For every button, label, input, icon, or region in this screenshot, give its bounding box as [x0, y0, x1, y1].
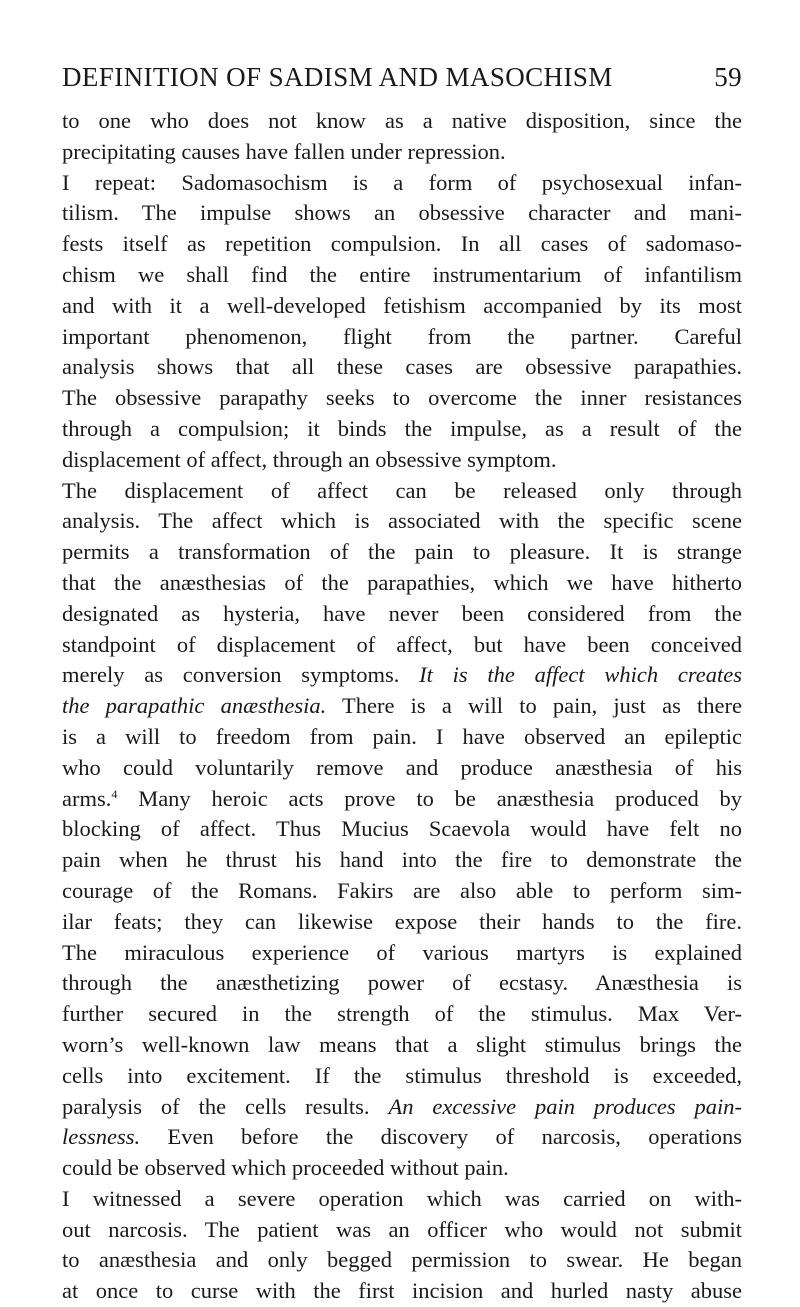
- footnote-marker: 4: [111, 786, 118, 801]
- body-text: [62, 106, 742, 1307]
- chapter-title: DEFINITION OF SADISM AND MASOCHISM: [62, 62, 613, 92]
- text-line: [62, 907, 742, 938]
- line-text: displacement of affect, through an obsessive symptom.: [62, 446, 557, 472]
- text-line: [62, 722, 742, 753]
- text-line: [62, 322, 742, 353]
- line-text: blocking of affect. Thus Mucius Scaevola would have felt no: [62, 816, 742, 842]
- text-line: [62, 753, 742, 784]
- line-text: paralysis of the cells results.: [62, 1093, 370, 1119]
- text-line: [62, 1184, 742, 1215]
- text-line: [62, 476, 742, 507]
- text-line: [62, 814, 742, 845]
- text-line: [62, 630, 742, 661]
- text-line: [62, 291, 742, 322]
- line-text: at once to curse with the first incision and hurled nasty abuse: [62, 1278, 742, 1304]
- line-text: ilar feats; they can likewise expose their hands to the fire.: [62, 908, 742, 934]
- line-text: tilism. The impulse shows an obsessive character and mani-: [62, 200, 742, 226]
- text-line: [62, 260, 742, 291]
- text-line: [62, 198, 742, 229]
- text-line: [62, 445, 742, 476]
- line-text: cells into excitement. If the stimulus threshold is exceeded,: [62, 1062, 742, 1088]
- italic-text: An excessive pain produces pain-: [388, 1093, 743, 1119]
- text-line: [62, 383, 742, 414]
- text-line: [62, 784, 742, 815]
- line-text: courage of the Romans. Fakirs are also able to perform sim-: [62, 877, 742, 903]
- line-text: who could voluntarily remove and produce anæsthesia of his: [62, 754, 742, 780]
- line-text: fests itself as repetition compulsion. In all cases of sadomaso-: [62, 231, 742, 257]
- text-line: [62, 968, 742, 999]
- line-text: pain when he thrust his hand into the fire to demonstrate the: [62, 847, 742, 873]
- line-text: I witnessed a severe operation which was carried on with-: [62, 1185, 742, 1211]
- line-text: analysis shows that all these cases are obsessive parapathies.: [62, 354, 742, 380]
- line-text: and with it a well-developed fetishism accompanied by its most: [62, 292, 742, 318]
- text-line: [62, 168, 742, 199]
- text-line: [62, 106, 742, 137]
- text-line: [62, 414, 742, 445]
- text-line: [62, 352, 742, 383]
- line-text: precipitating causes have fallen under repression.: [62, 138, 506, 164]
- text-line: [62, 660, 742, 691]
- text-line: [62, 938, 742, 969]
- text-line: [62, 1092, 742, 1123]
- line-text: standpoint of displacement of affect, but have been conceived: [62, 631, 742, 657]
- text-line: [62, 876, 742, 907]
- line-text: permits a transformation of the pain to pleasure. It is strange: [62, 539, 742, 565]
- text-line: [62, 1276, 742, 1307]
- text-line: [62, 691, 742, 722]
- running-head: [62, 62, 742, 96]
- line-text: important phenomenon, flight from the partner. Careful: [62, 323, 742, 349]
- line-text: The displacement of affect can be released only through: [62, 477, 742, 503]
- line-text: to one who does not know as a native disposition, since the: [62, 108, 742, 133]
- text-line: [62, 1153, 742, 1184]
- italic-text: the parapathic anæsthesia.: [62, 693, 327, 719]
- line-text: worn’s well-known law means that a slight stimulus brings the: [62, 1031, 742, 1057]
- line-text: out narcosis. The patient was an officer who would not submit: [62, 1216, 742, 1242]
- line-text: The miraculous experience of various martyrs is explained: [62, 939, 742, 965]
- text-line: [62, 999, 742, 1030]
- text-line: [62, 506, 742, 537]
- line-text-after: Many heroic acts prove to be anæsthesia produced by: [138, 785, 743, 811]
- line-text: There is a will to pain, just as there: [342, 693, 742, 719]
- italic-text: lessness.: [62, 1124, 141, 1150]
- text-line: [62, 1122, 742, 1153]
- line-text: could be observed which proceeded without pain.: [62, 1155, 509, 1181]
- line-text: arms.: [62, 785, 112, 811]
- line-text: The obsessive parapathy seeks to overcome the inner resistances: [62, 385, 742, 411]
- text-line: [62, 568, 742, 599]
- text-line: [62, 1030, 742, 1061]
- line-text: analysis. The affect which is associated with the specific scene: [62, 508, 742, 534]
- page-number: 59: [714, 62, 742, 92]
- text-line: [62, 537, 742, 568]
- line-text: merely as conversion symptoms.: [62, 662, 400, 688]
- text-line: [62, 1245, 742, 1276]
- text-line: [62, 137, 742, 168]
- line-text: is a will to freedom from pain. I have observed an epileptic: [62, 723, 742, 749]
- line-text: designated as hysteria, have never been considered from the: [62, 600, 742, 626]
- text-line: [62, 229, 742, 260]
- line-text: chism we shall find the entire instrumentarium of infantilism: [62, 261, 742, 287]
- line-text: through the anæsthetizing power of ecstasy. Anæsthesia is: [62, 970, 742, 996]
- line-text: further secured in the strength of the stimulus. Max Ver-: [62, 1001, 742, 1027]
- italic-text: It is the affect which creates: [419, 662, 743, 688]
- line-text: that the anæsthesias of the parapathies, which we have hitherto: [62, 569, 742, 595]
- text-line: [62, 599, 742, 630]
- line-text: I repeat: Sadomasochism is a form of psychosexual infan-: [62, 169, 742, 195]
- text-line: [62, 845, 742, 876]
- text-line: [62, 1061, 742, 1092]
- line-text: Even before the discovery of narcosis, operations: [167, 1124, 742, 1150]
- line-text: to anæsthesia and only begged permission to swear. He began: [62, 1247, 742, 1273]
- line-text: through a compulsion; it binds the impulse, as a result of the: [62, 415, 742, 441]
- text-line: [62, 1215, 742, 1246]
